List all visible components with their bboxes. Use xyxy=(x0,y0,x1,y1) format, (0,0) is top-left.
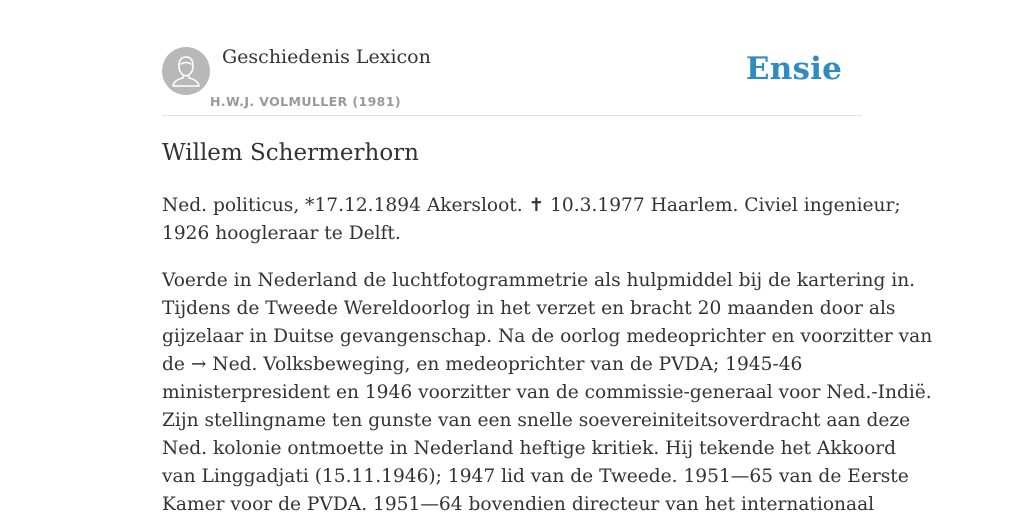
source-title[interactable]: Geschiedenis Lexicon xyxy=(222,46,431,68)
page xyxy=(162,0,933,512)
text-line: Voerde in Nederland de luchtfotogrammetrie als hulpmiddel bij de kartering in. xyxy=(162,270,916,291)
text-line: Tijdens de Tweede Wereldoorlog in het verzet en bracht 20 maanden door als xyxy=(162,298,896,319)
author-avatar[interactable] xyxy=(162,47,210,95)
header xyxy=(162,0,862,116)
text-line: Zijn stellingname ten gunste van een snelle soevereiniteitsoverdracht aan deze xyxy=(162,410,911,431)
brand-logo[interactable]: Ensie xyxy=(745,51,842,87)
text-line: gijzelaar in Duitse gevangenschap. Na de oorlog medeoprichter en voorzitter van xyxy=(162,326,933,347)
text-line: 1926 hoogleraar te Delft. xyxy=(162,223,401,244)
article-paragraph-2 xyxy=(162,267,933,512)
text-line-with-link[interactable]: de → Ned. Volksbeweging, en medeoprichter van de PVDA; 1945-46 xyxy=(162,354,803,375)
text-line: van Linggadjati (15.11.1946); 1947 lid van de Tweede. 1951—65 van de Eerste xyxy=(162,466,909,487)
article-title: Willem Schermerhorn xyxy=(162,140,419,166)
text-line: Ned. kolonie ontmoette in Nederland heftige kritiek. Hij tekende het Akkoord xyxy=(162,438,897,459)
text-line: Ned. politicus, *17.12.1894 Akersloot. ✝ 10.3.1977 Haarlem. Civiel ingenieur; xyxy=(162,195,901,216)
text-line: ministerpresident en 1946 voorzitter van de commissie-generaal voor Ned.-Indië. xyxy=(162,382,932,403)
author-name[interactable]: H.W.J. VOLMULLER (1981) xyxy=(210,94,401,109)
user-placeholder-icon xyxy=(162,47,210,95)
text-line: Kamer voor de PVDA. 1951—64 bovendien directeur van het internationaal xyxy=(162,494,875,512)
article-paragraph-1 xyxy=(162,192,901,248)
